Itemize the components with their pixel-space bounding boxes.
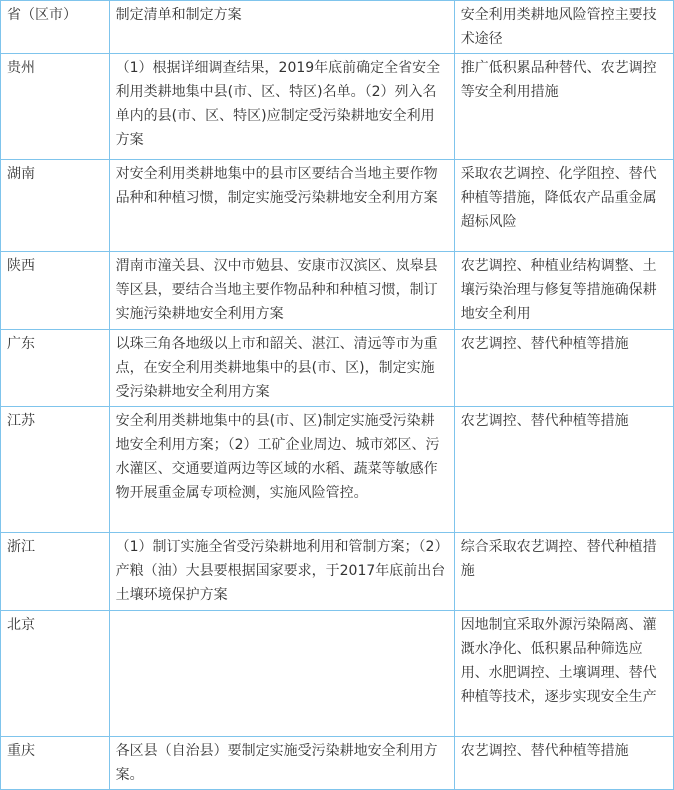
header-province: 省（区市）	[1, 1, 110, 54]
province-cell: 重庆	[1, 737, 110, 790]
table-row	[1, 533, 674, 611]
plan-cell: （1）根据详细调查结果，2019年底前确定全省安全利用类耕地集中县(市、区、特区)名单。（2）列入名单内的县(市、区、特区)应制定受污染耕地安全利用方案	[109, 54, 454, 160]
table-row	[1, 737, 674, 790]
province-cell: 江苏	[1, 407, 110, 533]
province-cell: 浙江	[1, 533, 110, 611]
measure-cell: 采取农艺调控、化学阻控、替代种植等措施，降低农产品重金属超标风险	[454, 160, 673, 252]
measure-cell: 农艺调控、替代种植等措施	[454, 330, 673, 407]
header-measure: 安全利用类耕地风险管控主要技术途径	[454, 1, 673, 54]
plan-cell: （1）制订实施全省受污染耕地利用和管制方案；（2）产粮（油）大县要根据国家要求，于2017年底前出台土壤环境保护方案	[109, 533, 454, 611]
measure-cell: 推广低积累品种替代、农艺调控等安全利用措施	[454, 54, 673, 160]
plan-cell: 以珠三角各地级以上市和韶关、湛江、清远等市为重点，在安全利用类耕地集中的县(市、区)，制定实施受污染耕地安全利用方案	[109, 330, 454, 407]
measure-cell: 农艺调控、替代种植等措施	[454, 407, 673, 533]
table-row	[1, 330, 674, 407]
table-row	[1, 160, 674, 252]
table-row	[1, 252, 674, 330]
table-row	[1, 407, 674, 533]
measure-cell: 农艺调控、种植业结构调整、土壤污染治理与修复等措施确保耕地安全利用	[454, 252, 673, 330]
province-cell: 湖南	[1, 160, 110, 252]
province-cell: 广东	[1, 330, 110, 407]
province-cell: 贵州	[1, 54, 110, 160]
plan-cell: 对安全利用类耕地集中的县市区要结合当地主要作物品种和种植习惯，制定实施受污染耕地安全利用方案	[109, 160, 454, 252]
plan-cell: 渭南市潼关县、汉中市勉县、安康市汉滨区、岚皋县等区县，要结合当地主要作物品种和种植习惯，制订实施污染耕地安全利用方案	[109, 252, 454, 330]
measure-cell: 农艺调控、替代种植等措施	[454, 737, 673, 790]
measure-cell: 因地制宜采取外源污染隔离、灌溉水净化、低积累品种筛选应用、水肥调控、土壤调理、替代种植等技术，逐步实现安全生产	[454, 611, 673, 737]
table-row	[1, 611, 674, 737]
header-plan: 制定清单和制定方案	[109, 1, 454, 54]
plan-cell	[109, 611, 454, 737]
measure-cell: 综合采取农艺调控、替代种植措施	[454, 533, 673, 611]
plan-cell: 各区县（自治县）要制定实施受污染耕地安全利用方案。	[109, 737, 454, 790]
province-cell: 陕西	[1, 252, 110, 330]
table-row	[1, 54, 674, 160]
plan-cell: 安全利用类耕地集中的县(市、区)制定实施受污染耕地安全利用方案；（2）工矿企业周边、城市郊区、污水灌区、交通要道两边等区域的水稻、蔬菜等敏感作物开展重金属专项检测，实施风险管控。	[109, 407, 454, 533]
table-header-row	[1, 1, 674, 54]
province-cell: 北京	[1, 611, 110, 737]
